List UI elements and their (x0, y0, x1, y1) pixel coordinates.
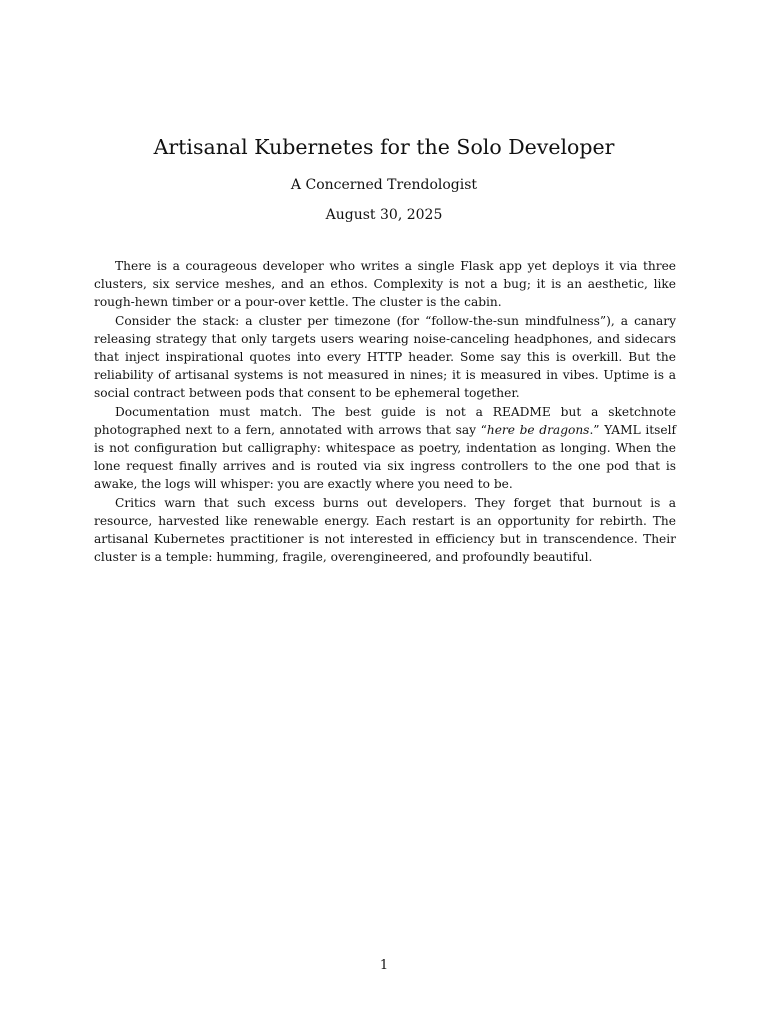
paragraph-3-text-before: Documentation must match. The best guide is not a README but a sketchnote photographed next to a fern, annotated with arrows that say “ (94, 404, 676, 437)
page-number: 1 (379, 958, 389, 973)
document-title: Artisanal Kubernetes for the Solo Developer (153, 135, 615, 159)
document-date: August 30, 2025 (325, 207, 443, 223)
document-author: A Concerned Trendologist (290, 177, 478, 193)
paragraph-1: There is a courageous developer who writes a single Flask app yet deploys it via three clusters, six service meshes, and an ethos. Complexity is not a bug; it is an aesthetic, like rough-hewn timber or a pour-over kettle. The cluster is the cabin. (94, 259, 676, 310)
document-body (94, 257, 676, 566)
paragraph-4: Critics warn that such excess burns out developers. They forget that burnout is a resource, harvested like renewable energy. Each restart is an opportunity for rebirth. The artisanal Kubernetes practitioner is not interested in efficiency but in transcendence. Their cluster is a temple: humming, fragile, overengineered, and profoundly beautiful. (94, 495, 676, 565)
paragraph-3-emphasis: here be dragons (486, 422, 590, 437)
paragraph-2: Consider the stack: a cluster per timezone (for “follow-the-sun mindfulness”), a canary releasing strategy that only targets users wearing noise-canceling headphones, and sidecars that inject inspirational quotes into every HTTP header. Some say this is overkill. But the reliability of artisanal systems is not measured in nines; it is measured in vibes. Uptime is a social contract between pods that consent to be ephemeral together. (94, 313, 676, 401)
paragraph-3-text-after: .” YAML itself is not configuration but calligraphy: whitespace as poetry, indentation as longing. When the lone request finally arrives and is routed via six ingress controllers to the one pod that is awake, the logs will whisper: you are exactly where you need to be. (94, 422, 676, 492)
paragraph-3 (94, 403, 676, 494)
